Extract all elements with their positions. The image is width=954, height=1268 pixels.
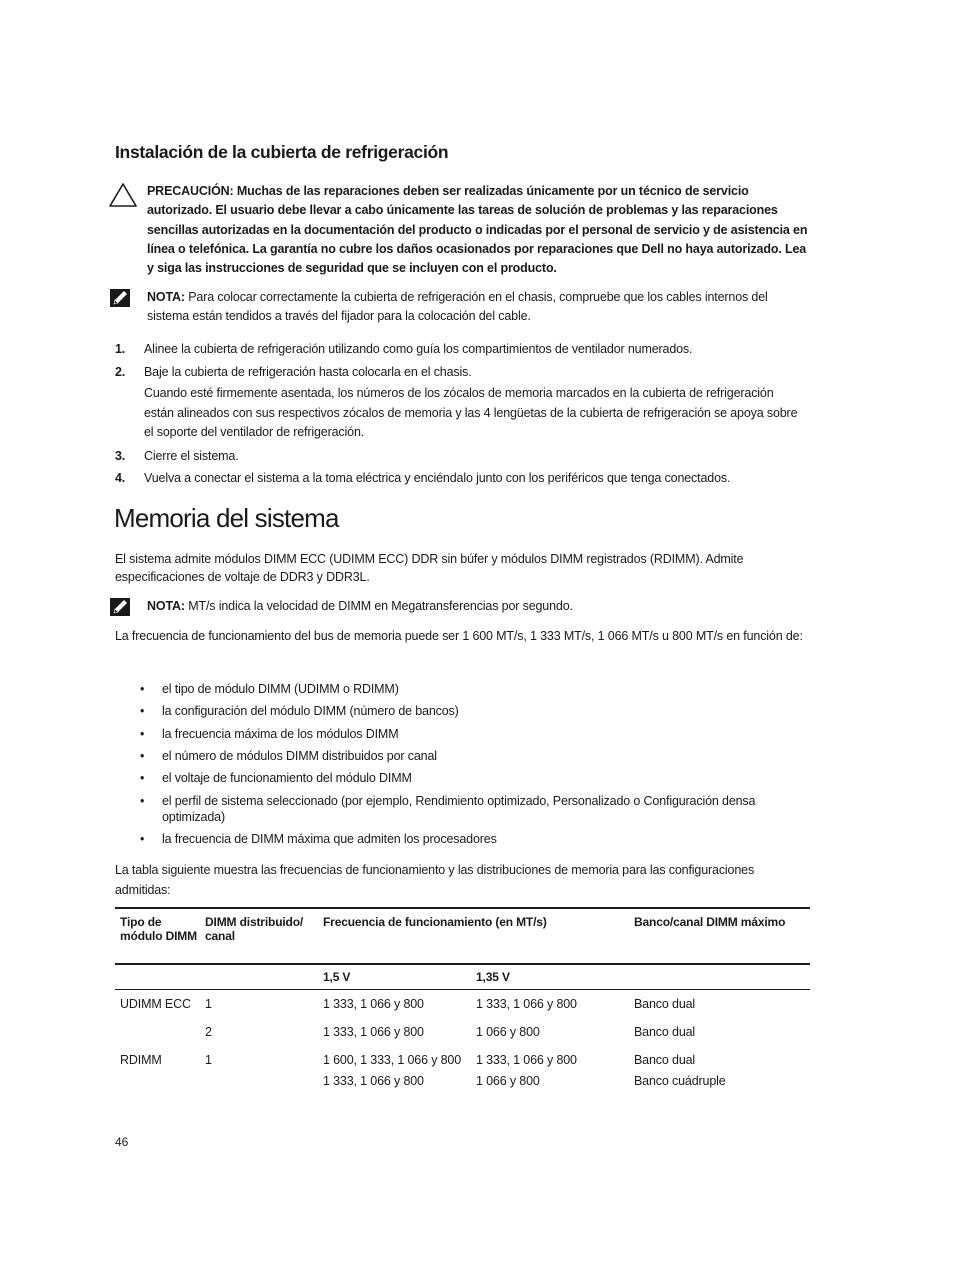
step-text: Cierre el sistema.	[144, 449, 239, 463]
list-item-text: la configuración del módulo DIMM (número de bancos)	[162, 704, 459, 718]
cell-type: RDIMM	[120, 1053, 162, 1067]
table-header-rule	[115, 963, 810, 965]
cell-1-5v: 1 333, 1 066 y 800	[323, 997, 424, 1011]
bullet-marker: •	[140, 727, 145, 741]
list-item	[140, 681, 805, 697]
cell-rank: Banco cuádruple	[634, 1074, 726, 1088]
list-item-text: el perfil de sistema seleccionado (por ejemplo, Rendimiento optimizado, Personalizado o Configuración densa optimizada)	[162, 794, 756, 825]
bullet-marker: •	[140, 771, 145, 785]
step-item	[115, 469, 805, 489]
section-title: Instalación de la cubierta de refrigeración	[115, 142, 449, 162]
note-body: Para colocar correctamente la cubierta de refrigeración en el chasis, compruebe que los cables internos del sistema están tendidos a través del fijador para la colocación del cable.	[147, 290, 768, 324]
table-intro: La tabla siguiente muestra las frecuencias de funcionamiento y las distribuciones de memoria para las configuraciones admitidas:	[115, 863, 755, 897]
step-number: 2.	[115, 365, 126, 379]
pencil-note-icon	[110, 289, 132, 309]
page-number: 46	[115, 1135, 129, 1149]
list-item-text: el voltaje de funcionamiento del módulo DIMM	[162, 771, 412, 785]
warning-triangle-icon	[108, 182, 138, 208]
table-subheader-rule	[115, 989, 810, 990]
memory-intro: El sistema admite módulos DIMM ECC (UDIMM ECC) DDR sin búfer y módulos DIMM registrados (RDIMM). Admite especificaciones de voltaje de DDR3 y DDR3L.	[115, 552, 744, 584]
column-header-rank: Banco/canal DIMM máximo	[634, 915, 786, 929]
caution-body: Muchas de las reparaciones deben ser realizadas únicamente por un técnico de servicio autorizado. El usuario debe llevar a cabo únicamente las tareas de solución de problemas y las reparaciones sencillas autorizadas en la documentación del producto o indicadas por el personal de servicio y de asistencia en línea o telefónica. La garantía no cubre los daños ocasionados por reparaciones que Dell no haya autorizado. Lea y siga las instrucciones de seguridad que se incluyen con el producto.	[147, 184, 808, 276]
bullet-marker: •	[140, 682, 145, 696]
caution-label: PRECAUCIÓN:	[147, 184, 234, 198]
pencil-note-icon	[110, 598, 132, 618]
list-item	[140, 831, 805, 847]
note-text	[147, 597, 808, 616]
note-body: MT/s indica la velocidad de DIMM en Megatransferencias por segundo.	[188, 599, 573, 613]
cell-1-35v: 1 066 y 800	[476, 1074, 540, 1088]
cell-1-5v: 1 333, 1 066 y 800	[323, 1025, 424, 1039]
step-number: 1.	[115, 342, 126, 356]
cell-1-5v: 1 600, 1 333, 1 066 y 800	[323, 1053, 462, 1067]
list-item-text: la frecuencia máxima de los módulos DIMM	[162, 727, 399, 741]
subheader-1-5v: 1,5 V	[323, 970, 351, 984]
table-top-rule	[115, 907, 810, 909]
bullet-marker: •	[140, 704, 145, 718]
note-label: NOTA:	[147, 599, 185, 613]
cell-1-35v: 1 333, 1 066 y 800	[476, 1053, 577, 1067]
step-number: 3.	[115, 449, 126, 463]
subheader-1-35v: 1,35 V	[476, 970, 510, 984]
step-text: Vuelva a conectar el sistema a la toma eléctrica y enciéndalo junto con los periféricos que tenga conectados.	[144, 471, 731, 485]
list-item-text: el tipo de módulo DIMM (UDIMM o RDIMM)	[162, 682, 399, 696]
list-item	[140, 793, 805, 826]
list-item	[140, 748, 805, 764]
step-text: Alinee la cubierta de refrigeración utilizando como guía los compartimientos de ventilador numerados.	[144, 342, 693, 356]
caution-text	[147, 182, 808, 278]
cell-per-channel: 1	[205, 997, 212, 1011]
cell-1-5v: 1 333, 1 066 y 800	[323, 1074, 424, 1088]
cell-1-35v: 1 333, 1 066 y 800	[476, 997, 577, 1011]
step-number: 4.	[115, 471, 126, 485]
memory-title: Memoria del sistema	[114, 503, 339, 533]
list-item-text: la frecuencia de DIMM máxima que admiten los procesadores	[162, 832, 497, 846]
cell-per-channel: 2	[205, 1025, 212, 1039]
cell-rank: Banco dual	[634, 1053, 696, 1067]
cell-rank: Banco dual	[634, 1025, 696, 1039]
list-item	[140, 726, 805, 742]
list-item	[140, 770, 805, 786]
cell-type: UDIMM ECC	[120, 997, 191, 1011]
cell-rank: Banco dual	[634, 997, 696, 1011]
column-header-frequency: Frecuencia de funcionamiento (en MT/s)	[323, 915, 547, 929]
column-header-type: Tipo de módulo DIMM	[120, 915, 198, 943]
list-item-text: el número de módulos DIMM distribuidos por canal	[162, 749, 437, 763]
step-detail	[115, 384, 805, 443]
note-text	[147, 288, 808, 327]
cell-1-35v: 1 066 y 800	[476, 1025, 540, 1039]
step-item	[115, 363, 805, 383]
list-item	[140, 703, 805, 719]
note-label: NOTA:	[147, 290, 185, 304]
bullet-marker: •	[140, 794, 145, 808]
frequency-paragraph: La frecuencia de funcionamiento del bus de memoria puede ser 1 600 MT/s, 1 333 MT/s, 1 066 MT/s u 800 MT/s en función de:	[115, 629, 803, 643]
cell-per-channel: 1	[205, 1053, 212, 1067]
step-text: Baje la cubierta de refrigeración hasta colocarla en el chasis.	[144, 365, 472, 379]
step-detail-text: Cuando esté firmemente asentada, los números de los zócalos de memoria marcados en la cubierta de refrigeración están alineados con sus respectivos zócalos de memoria y las 4 lengüetas de la cubierta de refrigeración se apoya sobre el soporte del ventilador de refrigeración.	[144, 386, 798, 440]
step-item	[115, 340, 805, 360]
column-header-per-channel: DIMM distribuido/ canal	[205, 915, 304, 943]
bullet-marker: •	[140, 832, 145, 846]
step-item	[115, 447, 805, 467]
bullet-marker: •	[140, 749, 145, 763]
